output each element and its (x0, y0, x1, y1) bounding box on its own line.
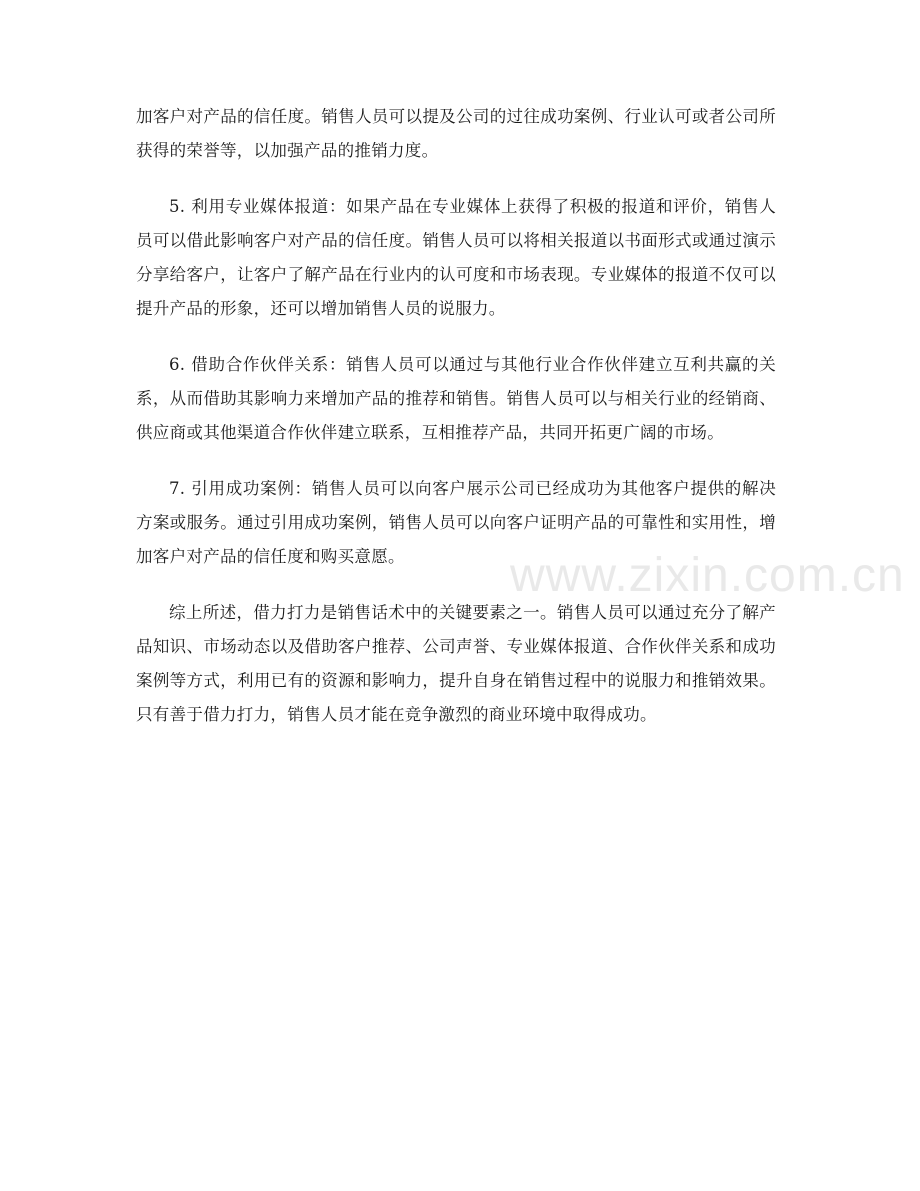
paragraph-item-7: 7. 引用成功案例：销售人员可以向客户展示公司已经成功为其他客户提供的解决方案或服务。通过引用成功案例，销售人员可以向客户证明产品的可靠性和实用性，增加客户对产品的信任度和购买意愿。 (136, 479, 776, 566)
paragraph-item-6: 6. 借助合作伙伴关系：销售人员可以通过与其他行业合作伙伴建立互利共赢的关系，从而借助其影响力来增加产品的推荐和销售。销售人员可以与相关行业的经销商、供应商或其他渠道合作伙伴建立联系，互相推荐产品，共同开拓更广阔的市场。 (136, 355, 776, 442)
paragraph-summary: 综上所述，借力打力是销售话术中的关键要素之一。销售人员可以通过充分了解产品知识、市场动态以及借助客户推荐、公司声誉、专业媒体报道、合作伙伴关系和成功案例等方式，利用已有的资源和影响力，提升自身在销售过程中的说服力和推销效果。只有善于借力打力，销售人员才能在竞争激烈的商业环境中取得成功。 (136, 603, 776, 724)
watermark-text: www.zixin.com.cn (510, 549, 905, 602)
document-body (136, 100, 776, 754)
paragraph-continuation: 加客户对产品的信任度。销售人员可以提及公司的过往成功案例、行业认可或者公司所获得的荣誉等，以加强产品的推销力度。 (136, 107, 776, 160)
paragraph-item-5: 5. 利用专业媒体报道：如果产品在专业媒体上获得了积极的报道和评价，销售人员可以借此影响客户对产品的信任度。销售人员可以将相关报道以书面形式或通过演示分享给客户，让客户了解产品在行业内的认可度和市场表现。专业媒体的报道不仅可以提升产品的形象，还可以增加销售人员的说服力。 (136, 197, 776, 318)
